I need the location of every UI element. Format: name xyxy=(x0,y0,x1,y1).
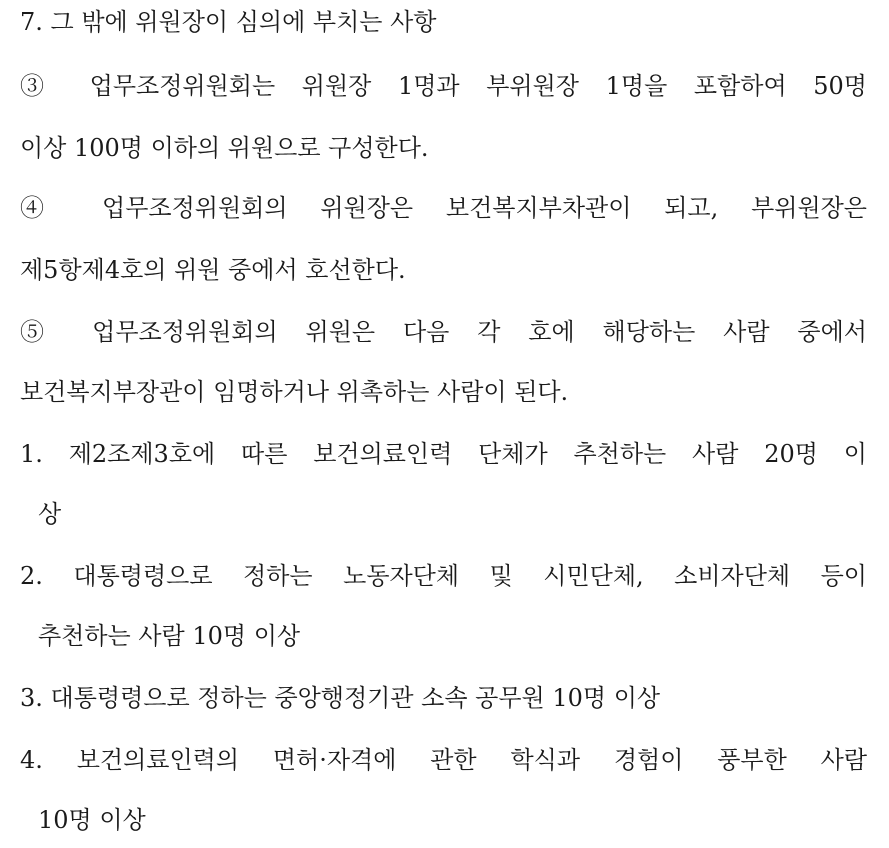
paragraph-4-line-1: ④ 업무조정위원회의 위원장은 보건복지부차관이 되고, 부위원장은 xyxy=(20,194,867,222)
list-item-4-line-2: 10명 이상 xyxy=(38,806,146,834)
paragraph-5-line-2: 보건복지부장관이 임명하거나 위촉하는 사람이 된다. xyxy=(20,378,569,406)
list-item-3: 3. 대통령령으로 정하는 중앙행정기관 소속 공무원 10명 이상 xyxy=(20,684,661,712)
paragraph-3-line-2: 이상 100명 이하의 위원으로 구성한다. xyxy=(20,134,429,162)
list-item-2-line-2: 추천하는 사람 10명 이상 xyxy=(38,622,301,650)
paragraph-4-line-2: 제5항제4호의 위원 중에서 호선한다. xyxy=(20,256,406,284)
paragraph-3-line-1: ③ 업무조정위원회는 위원장 1명과 부위원장 1명을 포함하여 50명 xyxy=(20,72,867,100)
item-7-text: 7. 그 밖에 위원장이 심의에 부치는 사항 xyxy=(20,8,437,36)
paragraph-5-line-1: ⑤ 업무조정위원회의 위원은 다음 각 호에 해당하는 사람 중에서 xyxy=(20,318,867,346)
list-item-2-line-1: 2. 대통령령으로 정하는 노동자단체 및 시민단체, 소비자단체 등이 xyxy=(20,562,867,590)
list-item-1-line-1: 1. 제2조제3호에 따른 보건의료인력 단체가 추천하는 사람 20명 이 xyxy=(20,440,867,468)
list-item-1-line-2: 상 xyxy=(38,500,62,528)
list-item-4-line-1: 4. 보건의료인력의 면허·자격에 관한 학식과 경험이 풍부한 사람 xyxy=(20,746,867,774)
